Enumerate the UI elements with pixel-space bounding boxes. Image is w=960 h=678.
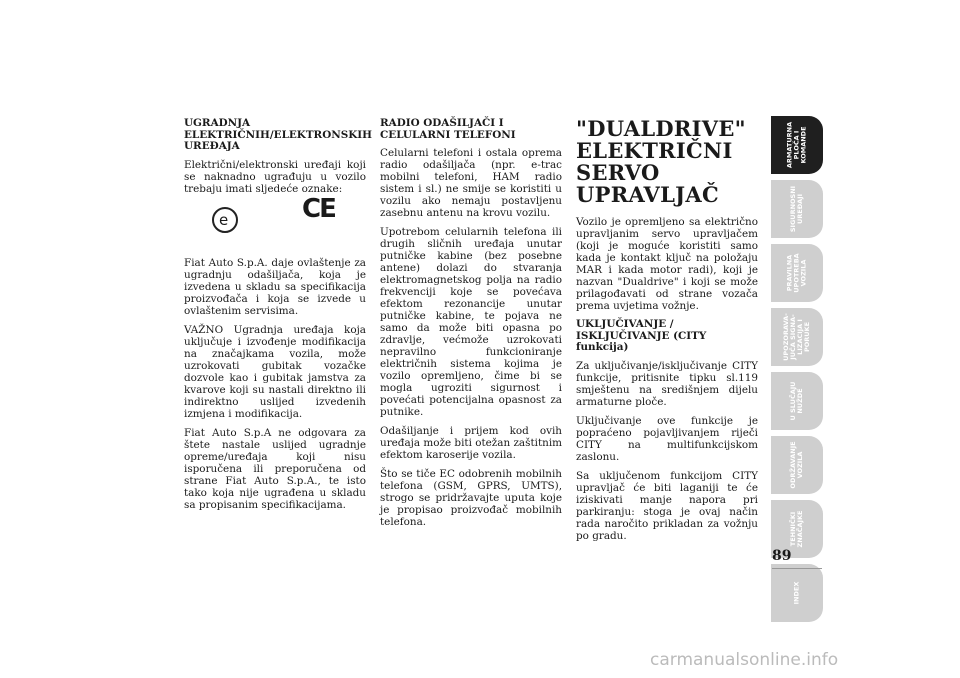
paragraph: Sa uključenom funkcijom CITY upravljač će biti laganiji te će iziskivati manje napora pri parkiranju: stoga je ovaj način rada naročito prikladan za vožnju po gradu. — [576, 469, 758, 542]
heading-city: UKLJUČIVANJE / ISKLJUČIVANJE (CITY funkcija) — [576, 318, 707, 353]
section-title: "DUALDRIVE" ELEKTRIČNI SERVO UPRAVLJAČ — [576, 116, 746, 207]
paragraph: Vozilo je opremljeno sa električno upravljanim servo upravljačem (koji je moguće koristiti samo kada je kontakt ključ na položaju MAR i kada motor radi), koji je nazvan "Dualdrive" i koji se može prilagođavati od strane vozača prema uvjetima vožnje. — [576, 216, 758, 312]
tab-odrzavanje[interactable]: ODRŽAVANJE VOZILA — [771, 436, 823, 494]
e-mark-icon: e — [212, 207, 238, 233]
heading-radio: RADIO ODAŠILJAČI I CELULARNI TELEFONI — [380, 117, 516, 141]
tab-upozoravajuca[interactable]: UPOZORAVA-JUĆA SIGNA-LIZACIJA I PORUKE — [771, 308, 823, 366]
paragraph: Fiat Auto S.p.A. daje ovlaštenje za ugradnju odašiljača, koja je izvedena u skladu sa specifikacija proizvođača i koja se izvede u ovlaštenim servisima. — [184, 256, 366, 317]
tab-armaturna[interactable]: ARMATURNA PLOČA I KOMANDE — [771, 116, 823, 174]
column-installation — [184, 117, 372, 518]
paragraph: Električni/elektronski uređaji koji se naknadno ugrađuju u vozilo trebaju imati sljedeće oznake: — [184, 158, 366, 195]
paragraph: Odašiljanje i prijem kod ovih uređaja može biti otežan zaštitnim efektom karoserije vozila. — [380, 425, 562, 461]
paragraph: Upotrebom celularnih telefona ili drugih sličnih uređaja unutar putničke kabine (bez posebne antene) dolazi do stvaranja elektromagnetskog polja na radio frekvenciji koje se povećava efektom rezonancije unutar putničke kabine, te pojava ne samo da može biti opasna po zdravlje, većmože uzrokovati nepravilno funkcioniranje električnih sistema kojima je vozilo opremljeno, čime bi se mogla ugroziti sigurnost i povećati potencijalna opasnost za putnike. — [380, 226, 562, 418]
tab-pravilna[interactable]: PRAVILNA UPOTREBA VOZILA — [771, 244, 823, 302]
page-number: 89 — [772, 548, 792, 564]
approval-marks — [184, 193, 366, 251]
tab-nuzde[interactable]: U SLUČAJU NUŽDE — [771, 372, 823, 430]
watermark: carmanualsonline.info — [650, 650, 839, 670]
paragraph: Što se tiče EC odobrenih mobilnih telefona (GSM, GPRS, UMTS), strogo se pridržavajte uputa koje je propisao proizvođač mobilnih telefona. — [380, 468, 562, 528]
tab-tehnicki[interactable]: TEHNIČKI ZNAČAJKE — [771, 500, 823, 558]
column-dualdrive — [576, 118, 758, 549]
tab-sigurnosni[interactable]: SIGURNOSNI UREĐAJI — [771, 180, 823, 238]
tab-index[interactable]: INDEX — [771, 564, 823, 622]
column-radio — [380, 118, 562, 535]
paragraph: Fiat Auto S.p.A ne odgovara za štete nastale uslijed ugradnje opreme/uređaja koji nisu isporučena ili preporučena od strane Fiat Auto S.p.A., te isto tako koja nije ugrađena u skladu sa propisanim specifikacijama. — [184, 426, 366, 511]
divider — [772, 568, 822, 569]
paragraph: VAŽNO Ugradnja uređaja koja uključuje i izvođenje modifikacija na značajkama vozila, može uzrokovati gubitak vozačke dozvole kao i gubitak jamstva za kvarove koji su nastali direktno ili indirektno uslijed izvedenih izmjena i modifikacija. — [184, 323, 366, 420]
paragraph: Uključivanje ove funkcije je popraćeno pojavljivanjem riječi CITY na multifunkcijskom zaslonu. — [576, 414, 758, 463]
heading-installation: UGRADNJA ELEKTRIČNIH/ELEKTRONSKIH UREĐAJA — [184, 117, 372, 152]
ce-mark-icon: CE — [302, 193, 335, 224]
paragraph: Za uključivanje/isključivanje CITY funkcije, pritisnite tipku sl.119 smještenu na središnjem dijelu armaturne ploče. — [576, 359, 758, 408]
paragraph: Celularni telefoni i ostala oprema radio odašiljača (npr. e-trac mobilni telefoni, HAM radio sistem i sl.) ne smije se koristiti u vozilu ako nemaju postavljenu zasebnu antenu na krovu vozilu. — [380, 147, 562, 219]
